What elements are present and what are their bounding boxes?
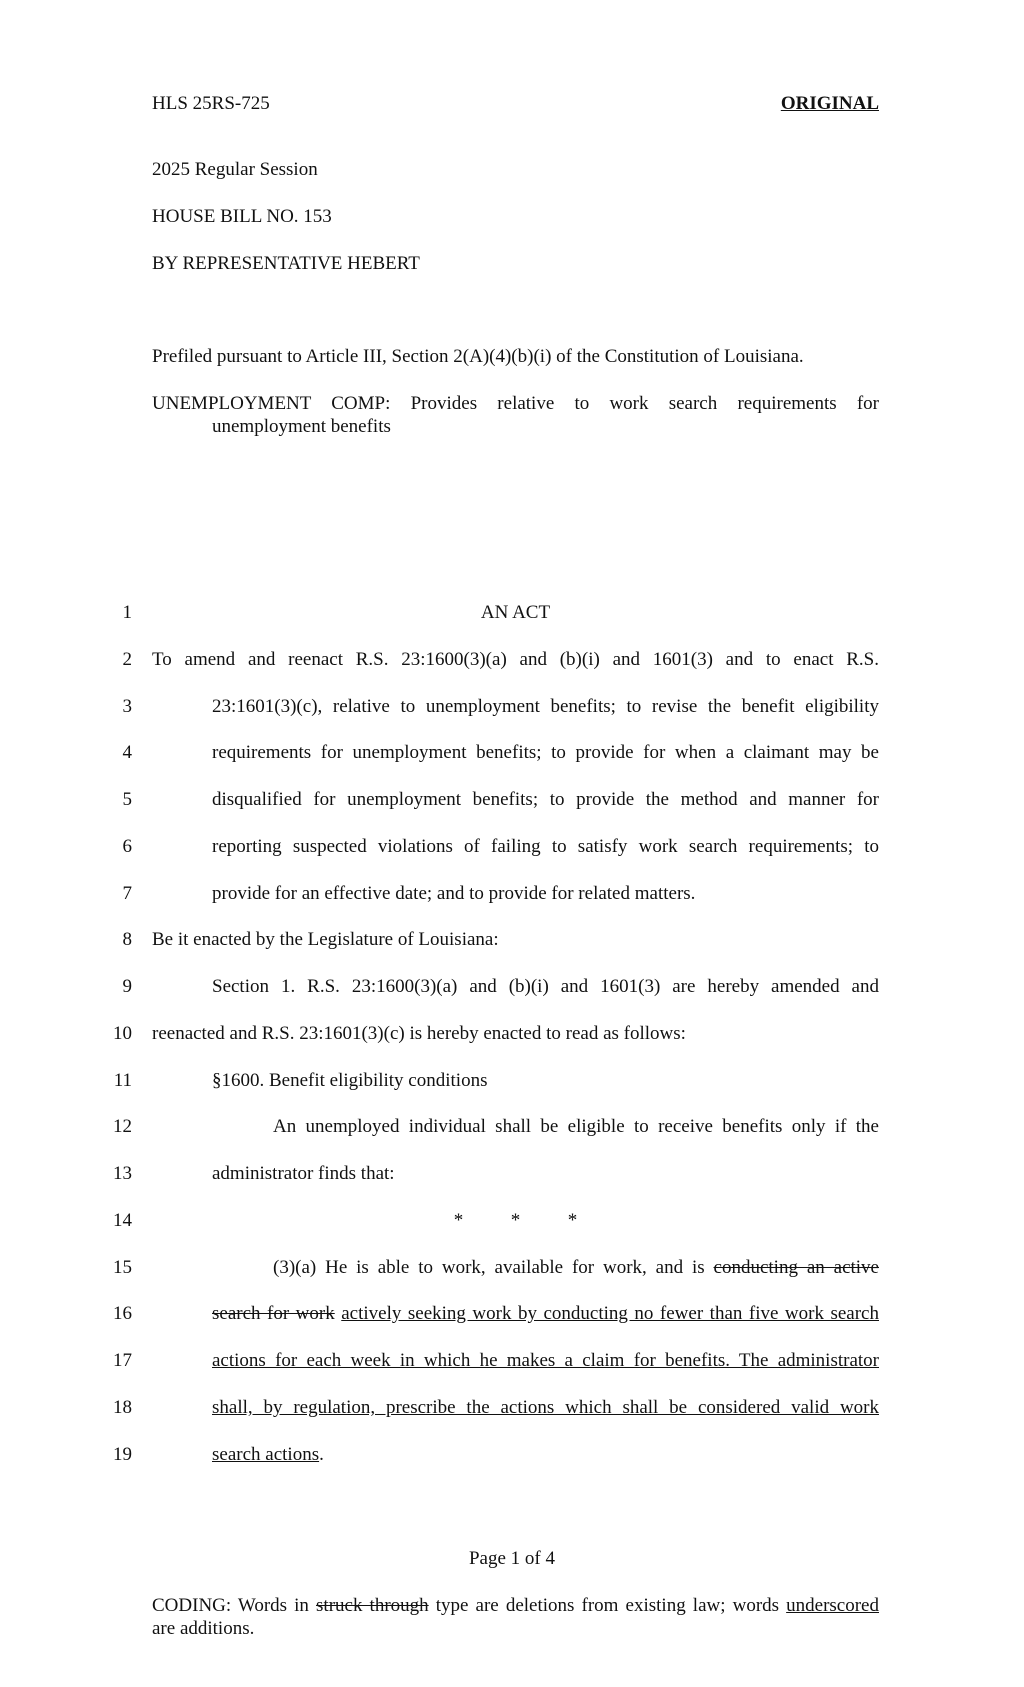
line-number: 12 — [113, 1116, 132, 1137]
section-line: reenacted and R.S. 23:1601(3)(c) is hereby enacted to read as follows: — [152, 1023, 686, 1044]
line-number: 19 — [113, 1444, 132, 1465]
line-number: 11 — [113, 1070, 132, 1091]
title-line: disqualified for unemployment benefits; to provide the method and manner for — [212, 789, 879, 810]
title-line: 23:1601(3)(c), relative to unemployment benefits; to revise the benefit eligibility — [212, 696, 879, 717]
line-number: 6 — [122, 836, 132, 857]
statute-line-amended — [212, 1396, 879, 1420]
enacting-clause: Be it enacted by the Legislature of Louisiana: — [152, 929, 499, 950]
title-line: requirements for unemployment benefits; to provide for when a claimant may be — [212, 742, 879, 763]
deleted-text: search for work — [212, 1303, 335, 1324]
line-number: 18 — [113, 1397, 132, 1418]
line-number: 5 — [122, 789, 132, 810]
digest-line-1: UNEMPLOYMENT COMP: Provides relative to work search requirements for — [152, 393, 879, 414]
line-number: 13 — [113, 1163, 132, 1184]
plain-text: . — [319, 1444, 324, 1465]
statute-line-amended — [212, 1302, 879, 1326]
statute-line-amended — [273, 1256, 879, 1280]
plain-text: (3)(a) He is able to work, available for work, and is — [273, 1257, 714, 1278]
statute-line: An unemployed individual shall be eligible to receive benefits only if the — [273, 1116, 879, 1137]
coding-line-2: are additions. — [152, 1618, 255, 1639]
section-line: Section 1. R.S. 23:1600(3)(a) and (b)(i) and 1601(3) are hereby amended and — [212, 976, 879, 997]
deleted-text: conducting an active — [713, 1257, 879, 1278]
title-line: provide for an effective date; and to provide for related matters. — [212, 883, 696, 904]
session-label: 2025 Regular Session — [152, 159, 318, 180]
status-label: ORIGINAL — [780, 93, 879, 114]
statute-line-amended — [212, 1349, 879, 1373]
coding-legend — [152, 1594, 879, 1640]
line-number: 17 — [113, 1350, 132, 1371]
digest-line-2: unemployment benefits — [212, 416, 391, 437]
added-text: search actions — [212, 1444, 320, 1465]
added-text: shall, by regulation, prescribe the actions which shall be considered valid work — [212, 1397, 879, 1418]
prefiled-note: Prefiled pursuant to Article III, Section 2(A)(4)(b)(i) of the Constitution of Louisiana. — [152, 346, 804, 367]
line-number: 1 — [122, 602, 132, 623]
coding-underscored-example: underscored — [786, 1595, 879, 1616]
statute-line: administrator finds that: — [212, 1163, 395, 1184]
bill-number: HOUSE BILL NO. 153 — [152, 206, 332, 227]
statute-line-amended — [212, 1443, 879, 1467]
line-number: 3 — [122, 696, 132, 717]
title-line: To amend and reenact R.S. 23:1600(3)(a) and (b)(i) and 1601(3) and to enact R.S. — [152, 649, 879, 670]
line-number: 15 — [113, 1257, 132, 1278]
act-title: AN ACT — [480, 602, 551, 623]
added-text: actions for each week in which he makes a claim for benefits. The administrator — [212, 1350, 879, 1371]
coding-text: CODING: Words in — [152, 1595, 317, 1616]
added-text: actively seeking work by conducting no fewer than five work search — [341, 1303, 879, 1324]
line-number: 9 — [122, 976, 132, 997]
coding-struck-example: struck through — [316, 1595, 429, 1616]
sponsor: BY REPRESENTATIVE HEBERT — [152, 253, 420, 274]
line-number: 7 — [122, 883, 132, 904]
omission-asterisks: * * * — [453, 1210, 578, 1231]
line-number: 4 — [122, 742, 132, 763]
line-number: 14 — [113, 1210, 132, 1231]
line-number: 10 — [113, 1023, 132, 1044]
statute-heading: §1600. Benefit eligibility conditions — [212, 1070, 488, 1091]
document-id: HLS 25RS-725 — [152, 93, 270, 114]
title-line: reporting suspected violations of failing to satisfy work search requirements; to — [212, 836, 879, 857]
line-number: 16 — [113, 1303, 132, 1324]
page-number: Page 1 of 4 — [468, 1548, 555, 1569]
line-number: 8 — [122, 929, 132, 950]
coding-text: type are deletions from existing law; words — [428, 1595, 787, 1616]
coding-line-1 — [152, 1594, 879, 1617]
digest — [152, 392, 879, 438]
line-number: 2 — [122, 649, 132, 670]
